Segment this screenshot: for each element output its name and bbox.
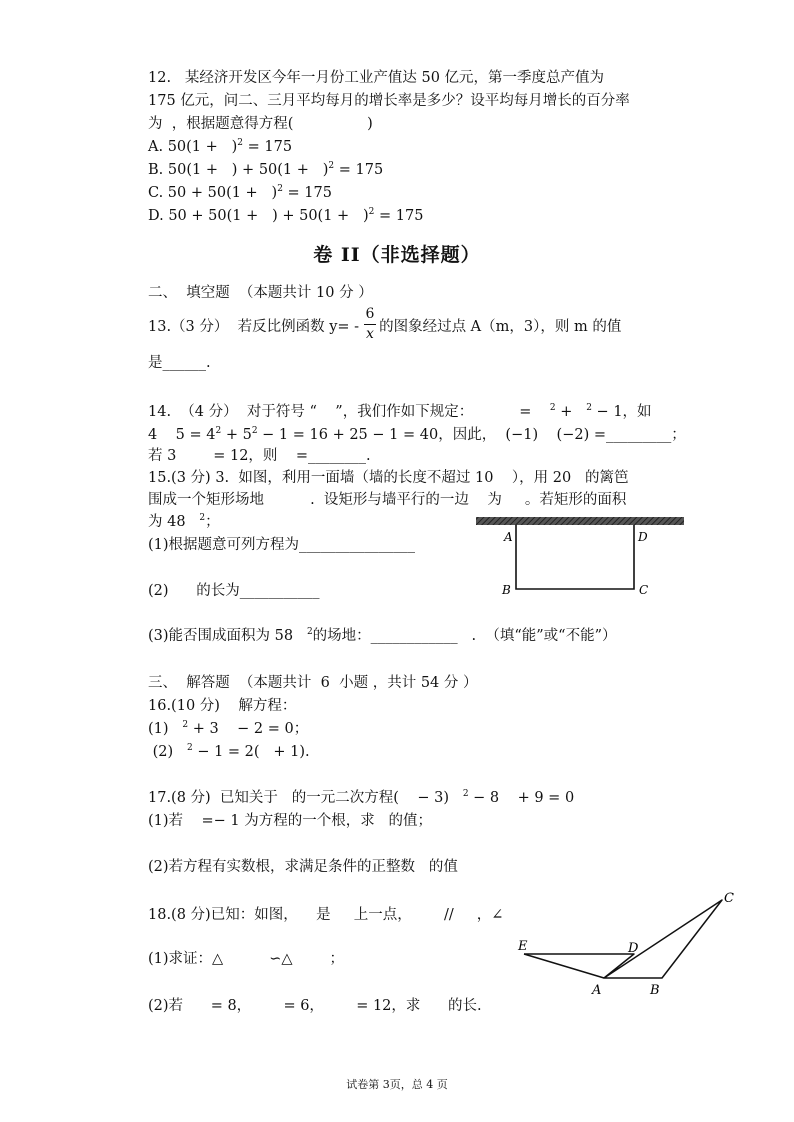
label-e: E	[518, 939, 528, 954]
q16-title: 16.(10 分) 解方程：	[148, 698, 297, 714]
page-footer: 试卷第 3页，总 4 页	[346, 1078, 448, 1091]
q16-part1: (1) $^2$ + 3 − 2 = 0；	[148, 720, 309, 737]
part3-title: 三、 解答题 （本题共计 6 小题 ，共计 54 分 ）	[148, 675, 478, 691]
q17-part1: (1)若 =− 1 为方程的一个根，求 的值；	[148, 813, 433, 829]
q14-line2: 4 $5 = 4^2 + 5^2 - 1 = 16 + 25 - 1 = 40$，因此， (−1) (−2) =_________；	[148, 426, 686, 443]
q18-part2: (2)若 = 8， = 6， = 12，求 的长.	[148, 998, 482, 1014]
label-a: A	[504, 530, 513, 544]
q12-line1: 12. 某经济开发区今年一月份工业产值达 50 亿元，第一季度总产值为	[148, 70, 605, 86]
figure-lines	[524, 900, 722, 978]
q13-fraction-bar	[364, 324, 376, 325]
q15-part2: (2) 的长为___________	[148, 583, 320, 599]
label-c: C	[639, 583, 649, 597]
triangle-figure	[512, 886, 742, 1002]
q12-option-d: D. 50 + 50(1 + ) + $50(1 + )^2 = 175$	[148, 207, 424, 224]
fence-rectangle	[516, 525, 634, 589]
q16-part2: (2) $^2$ − 1 = 2( + 1).	[148, 743, 310, 760]
q18-title: 18.(8 分)已知：如图， 是 上一点， // ，∠	[148, 907, 504, 923]
q12-option-c: C. $50 + 50(1 + )^2 = 175$	[148, 184, 332, 201]
label-d: D	[638, 530, 648, 544]
section2-heading: 卷 II（非选择题）	[313, 244, 481, 266]
part2-title: 二、 填空题 （本题共计 10 分 ）	[148, 285, 373, 301]
q12-line3: 为 ，根据题意得方程( )	[148, 116, 373, 132]
label-a: A	[592, 983, 602, 998]
q12-option-b: B. 50(1 + ) + $50(1 + )^2 = 175$	[148, 161, 384, 178]
q13-fraction-numerator: 6	[365, 306, 375, 322]
q17-part2: (2)若方程有实数根，求满足条件的正整数 的值	[148, 859, 458, 875]
q14-line1: 14. （4 分） 对于符号 “ ”，我们作如下规定： = $^2$ + $^2$ − 1，如	[148, 403, 652, 420]
q15-line2: 围成一个矩形场地 . 设矩形与墙平行的一边 为 。若矩形的面积	[148, 492, 627, 508]
q18-part1: (1)求证：△ ∽△ ；	[148, 951, 344, 967]
q14-line3: 若 3 = 12，则 =________.	[148, 448, 371, 464]
q12-option-a: A. $50(1 + )^2 = 175$	[148, 138, 293, 155]
q13-line1: 13.（3 分） 若反比例函数 y= - 的图象经过点 A（m，3），则 m 的值	[148, 319, 622, 335]
label-b: B	[650, 983, 660, 998]
q13-fraction-denominator: x	[366, 326, 374, 342]
q17-title: 17.(8 分) 已知关于 的一元二次方程( − 3) $^2$ − 8 + 9 = 0	[148, 789, 575, 806]
label-b: B	[502, 583, 511, 597]
segment-ea	[524, 954, 604, 978]
q15-line1: 15.(3 分) 3. 如图，利用一面墙（墙的长度不超过 10 ），用 20 的篱笆	[148, 470, 629, 486]
label-c: C	[724, 891, 734, 906]
rectangle-wall-figure	[474, 515, 686, 600]
q12-line2: 175 亿元，问二、三月平均每月的增长率是多少？设平均每月增长的百分率	[148, 93, 630, 109]
wall	[476, 517, 684, 525]
q13-line2: 是______.	[148, 355, 211, 371]
q15-part1: (1)根据题意可列方程为________________	[148, 537, 416, 553]
label-d: D	[628, 941, 639, 956]
q15-part3: (3)能否围成面积为 58 $^2$的场地：____________ . （填“能”或“不能”）	[148, 627, 617, 644]
q13-fraction	[364, 306, 376, 342]
q15-line3: 为 48 $^2$；	[148, 513, 220, 530]
